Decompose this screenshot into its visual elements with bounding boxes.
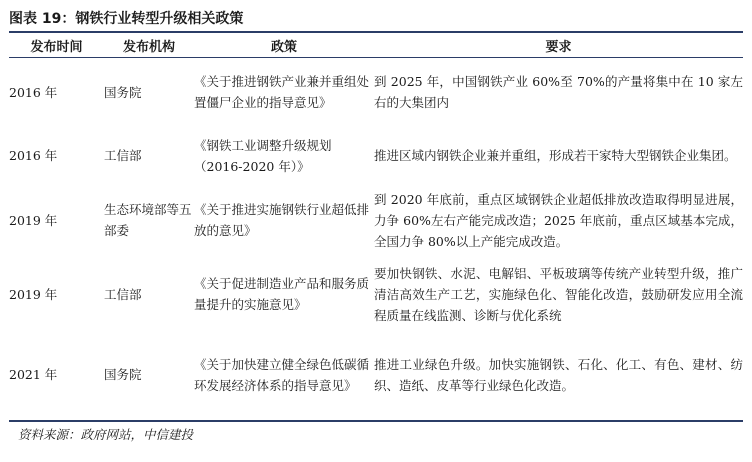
cell-org: 工信部	[104, 286, 142, 302]
table-row	[9, 184, 743, 256]
cell-year: 2019 年	[9, 212, 58, 228]
header-policy: 政策	[270, 39, 297, 55]
cell-requirement: 到 2025 年，中国钢铁产业 60%至 70%的产量将集中在 10 家左右的大集团内	[374, 74, 743, 110]
cell-org: 国务院	[104, 84, 142, 100]
cell-year: 2016 年	[9, 84, 58, 100]
cell-year: 2021 年	[9, 367, 58, 382]
cell-policy: 《关于推进钢铁产业兼并重组处置僵尸企业的指导意见》	[194, 74, 370, 110]
cell-year: 2019 年	[9, 286, 58, 302]
cell-requirement: 推进工业绿色升级。加快实施钢铁、石化、化工、有色、建材、纺织、造纸、皮革等行业绿色化改造。	[374, 356, 743, 393]
header-year: 发布时间	[30, 39, 83, 55]
table-row	[9, 332, 743, 417]
cell-policy: 《关于推进实施钢铁行业超低排放的意见》	[194, 202, 370, 238]
cell-year: 2016 年	[9, 148, 58, 163]
table-row	[9, 256, 743, 332]
cell-requirement: 推进区域内钢铁企业兼并重组，形成若干家特大型钢铁企业集团。	[374, 148, 737, 163]
table-row	[9, 127, 743, 184]
cell-requirement: 要加快钢铁、水泥、电解铝、平板玻璃等传统产业转型升级，推广清洁高效生产工艺，实施绿色化、智能化改造，鼓励研发应用全流程质量在线监测、诊断与优化系统	[374, 265, 743, 323]
cell-org: 生态环境部等五部委	[104, 202, 192, 238]
cell-org: 工信部	[104, 148, 142, 163]
policy-table	[9, 33, 743, 417]
cell-policy: 《关于加快建立健全绿色低碳循环发展经济体系的指导意见》	[194, 356, 370, 393]
source-note: 资料来源：政府网站，中信建投	[18, 427, 194, 442]
cell-org: 国务院	[104, 367, 142, 382]
cell-requirement: 到 2020 年底前，重点区域钢铁企业超低排放改造取得明显进展，力争 60%左右产能完成改造；2025 年底前，重点区域基本完成，全国力争 80%以上产能完成改造。	[374, 191, 743, 249]
cell-policy: 《关于促进制造业产品和服务质量提升的实施意见》	[194, 276, 370, 312]
cell-policy: 《钢铁工业调整升级规划（2016-2020 年）》	[194, 137, 332, 174]
table-header-row	[9, 33, 743, 57]
table-row	[9, 57, 743, 127]
header-requirement: 要求	[545, 39, 572, 55]
table-bottom-rule	[9, 420, 743, 422]
header-org: 发布机构	[122, 39, 175, 55]
figure-title: 图表 19：钢铁行业转型升级相关政策	[9, 11, 244, 27]
